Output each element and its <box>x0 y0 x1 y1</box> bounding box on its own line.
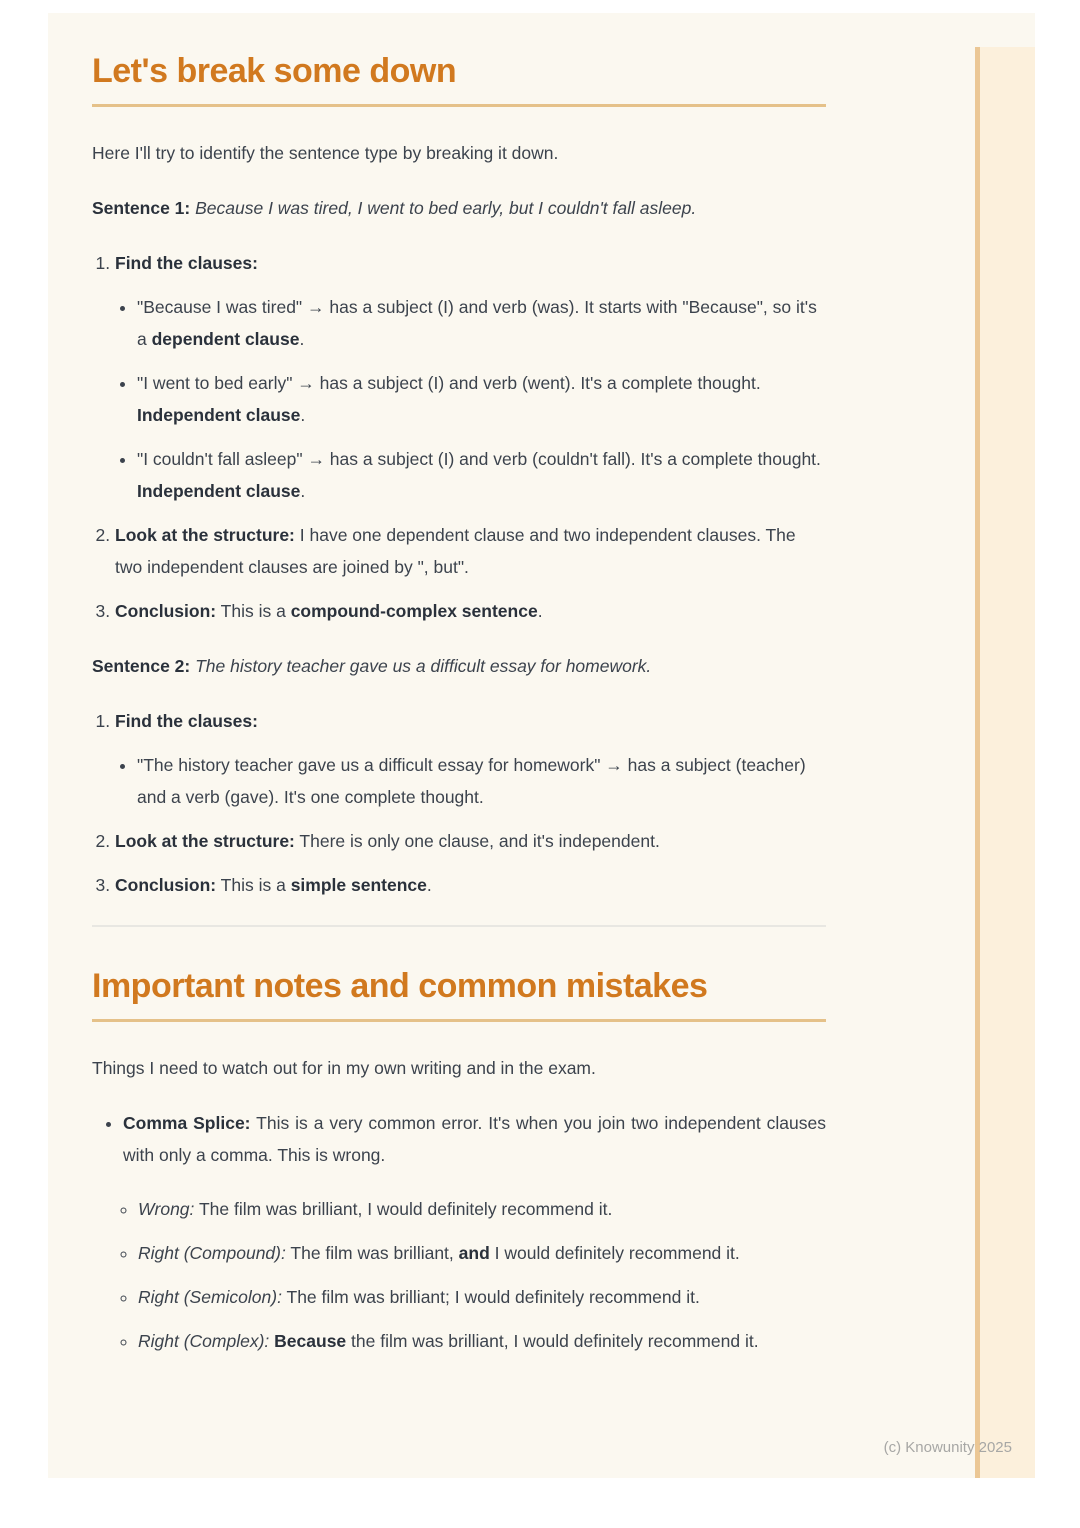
analysis1-step-conclusion: 3. Conclusion: This is a compound-complex sentence. <box>115 595 826 627</box>
section1-title-rule <box>92 104 826 107</box>
clause-bullet: • "The history teacher gave us a difficult essay for homework" → has a subject (teacher) and a verb (gave). It's one complete thought. <box>137 749 826 813</box>
sentence1-analysis-list <box>92 247 826 627</box>
analysis1-clause-bullets <box>115 291 826 507</box>
example-right-compound: ◦ Right (Compound): The film was brilliant, and I would definitely recommend it. <box>138 1237 826 1269</box>
clause-bullet: • "Because I was tired" → has a subject (I) and verb (was). It starts with "Because", so it's a dependent clause. <box>137 291 826 355</box>
analysis2-step-conclusion: 3. Conclusion: This is a simple sentence. <box>115 869 826 901</box>
clause-bullet: • "I couldn't fall asleep" → has a subject (I) and verb (couldn't fall). It's a complete thought. Independent clause. <box>137 443 826 507</box>
analysis2-step1-label: Find the clauses: <box>115 711 258 731</box>
clause-bullet: • "I went to bed early" → has a subject (I) and verb (went). It's a complete thought. Independent clause. <box>137 367 826 431</box>
example-wrong: ◦ Wrong: The film was brilliant, I would definitely recommend it. <box>138 1193 826 1225</box>
mistakes-list <box>92 1107 826 1357</box>
sentence2-analysis-list <box>92 705 826 901</box>
sentence2-statement: Sentence 2: The history teacher gave us a difficult essay for homework. <box>92 656 652 676</box>
section2-intro: Things I need to watch out for in my own writing and in the exam. <box>92 1058 596 1078</box>
sentence1-statement: Sentence 1: Because I was tired, I went to bed early, but I couldn't fall asleep. <box>92 198 697 218</box>
section1-intro: Here I'll try to identify the sentence type by breaking it down. <box>92 143 559 163</box>
analysis2-step-structure: 2. Look at the structure: There is only one clause, and it's independent. <box>115 825 826 857</box>
watermark: (c) Knowunity 2025 <box>883 1439 1012 1456</box>
analysis1-step-find-clauses <box>115 247 826 507</box>
section-divider <box>92 925 826 927</box>
example-right-complex: ◦ Right (Complex): Because the film was brilliant, I would definitely recommend it. <box>138 1325 826 1357</box>
comma-splice-examples <box>123 1193 826 1357</box>
comma-splice-description: • Comma Splice: This is a very common error. It's when you join two independent clauses with only a comma. This is wrong. <box>123 1113 826 1165</box>
comma-splice-item <box>123 1107 826 1357</box>
page-edge-line <box>975 47 980 1478</box>
page-edge-strip <box>980 47 1035 1478</box>
example-right-semicolon: ◦ Right (Semicolon): The film was brilliant; I would definitely recommend it. <box>138 1281 826 1313</box>
section2-title: Important notes and common mistakes <box>92 967 708 1005</box>
document-page <box>48 13 1035 1478</box>
section2-title-rule <box>92 1019 826 1022</box>
analysis2-step-find-clauses <box>115 705 826 813</box>
analysis1-step-structure: 2. Look at the structure: I have one dependent clause and two independent clauses. The two independent clauses are joined by ", but". <box>115 519 826 583</box>
analysis2-clause-bullets <box>115 749 826 813</box>
analysis1-step1-label: Find the clauses: <box>115 253 258 273</box>
page-content <box>92 13 826 1369</box>
section1-title: Let's break some down <box>92 52 457 90</box>
